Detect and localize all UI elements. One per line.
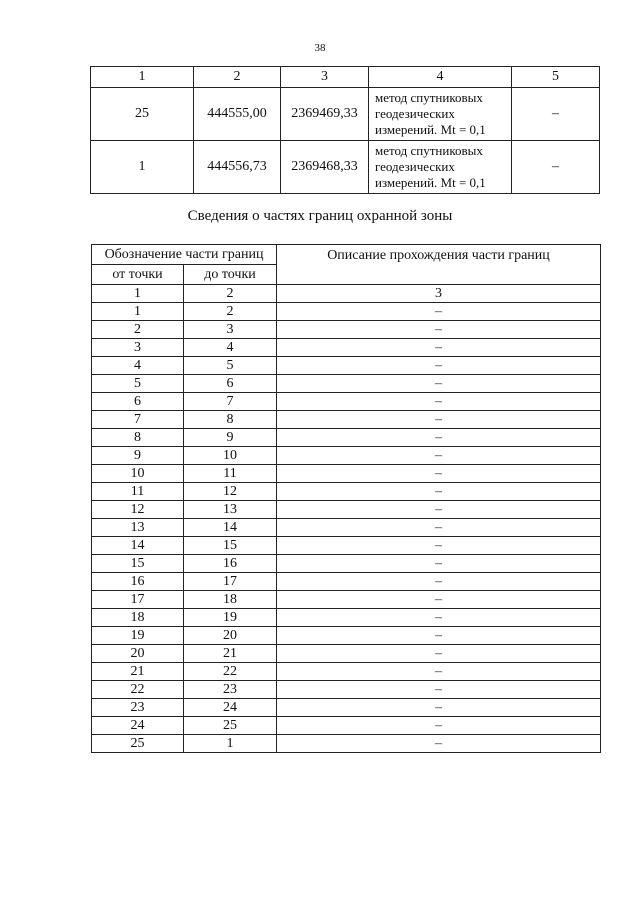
coordinate-x: 444555,00 [194, 88, 281, 141]
to-point: 1 [184, 735, 277, 753]
boundary-parts-table [91, 244, 601, 753]
table-row [92, 375, 601, 393]
description: – [277, 501, 601, 519]
table-row [92, 699, 601, 717]
description: – [277, 483, 601, 501]
parts-header-row [92, 245, 601, 265]
table-row [92, 609, 601, 627]
to-point: 10 [184, 447, 277, 465]
from-point: 20 [92, 645, 184, 663]
description: – [277, 411, 601, 429]
table-row [92, 483, 601, 501]
column-number-2: 2 [194, 67, 281, 88]
coordinate-x: 444556,73 [194, 141, 281, 194]
coordinate-y: 2369469,33 [281, 88, 369, 141]
description: – [277, 393, 601, 411]
from-point: 21 [92, 663, 184, 681]
coordinates-table [90, 66, 600, 194]
table-row [92, 411, 601, 429]
description: – [277, 717, 601, 735]
to-point: 24 [184, 699, 277, 717]
from-point: 18 [92, 609, 184, 627]
table-row [92, 321, 601, 339]
table-row [92, 555, 601, 573]
description: – [277, 699, 601, 717]
to-point: 3 [184, 321, 277, 339]
method-line: измерений. Mt = 0,1 [375, 122, 486, 137]
from-point: 6 [92, 393, 184, 411]
from-point: 7 [92, 411, 184, 429]
header-description: Описание прохождения части границ [277, 245, 601, 285]
page-number: 38 [314, 42, 326, 54]
numbering-1: 1 [92, 285, 184, 303]
description: – [277, 591, 601, 609]
from-point: 23 [92, 699, 184, 717]
from-point: 17 [92, 591, 184, 609]
method-line: геодезических [375, 106, 455, 121]
determination-method [369, 88, 512, 141]
to-point: 5 [184, 357, 277, 375]
numbering-3: 3 [277, 285, 601, 303]
from-point: 5 [92, 375, 184, 393]
table-row [92, 681, 601, 699]
table-row [92, 573, 601, 591]
to-point: 13 [184, 501, 277, 519]
description: – [277, 447, 601, 465]
header-to-point: до точки [184, 265, 277, 285]
from-point: 15 [92, 555, 184, 573]
table-row [91, 88, 600, 141]
description: – [277, 681, 601, 699]
note-cell: – [512, 141, 600, 194]
column-number-4: 4 [369, 67, 512, 88]
header-from-point: от точки [92, 265, 184, 285]
description: – [277, 573, 601, 591]
to-point: 18 [184, 591, 277, 609]
to-point: 20 [184, 627, 277, 645]
table-row [92, 735, 601, 753]
to-point: 19 [184, 609, 277, 627]
description: – [277, 339, 601, 357]
method-line: измерений. Mt = 0,1 [375, 175, 486, 190]
from-point: 9 [92, 447, 184, 465]
description: – [277, 537, 601, 555]
numbering-2: 2 [184, 285, 277, 303]
description: – [277, 735, 601, 753]
table-row [92, 303, 601, 321]
to-point: 7 [184, 393, 277, 411]
to-point: 14 [184, 519, 277, 537]
coordinate-y: 2369468,33 [281, 141, 369, 194]
from-point: 22 [92, 681, 184, 699]
to-point: 21 [184, 645, 277, 663]
from-point: 12 [92, 501, 184, 519]
table-row [91, 141, 600, 194]
description: – [277, 663, 601, 681]
table-row [92, 357, 601, 375]
table-row [92, 645, 601, 663]
determination-method [369, 141, 512, 194]
from-point: 24 [92, 717, 184, 735]
column-number-1: 1 [91, 67, 194, 88]
table-row [92, 591, 601, 609]
coordinates-header-row [91, 67, 600, 88]
from-point: 14 [92, 537, 184, 555]
from-point: 19 [92, 627, 184, 645]
table-row [92, 339, 601, 357]
to-point: 8 [184, 411, 277, 429]
from-point: 3 [92, 339, 184, 357]
method-line: метод спутниковых [375, 143, 483, 158]
column-number-3: 3 [281, 67, 369, 88]
to-point: 4 [184, 339, 277, 357]
from-point: 13 [92, 519, 184, 537]
from-point: 8 [92, 429, 184, 447]
to-point: 2 [184, 303, 277, 321]
to-point: 25 [184, 717, 277, 735]
description: – [277, 429, 601, 447]
from-point: 4 [92, 357, 184, 375]
table-row [92, 465, 601, 483]
table-row [92, 393, 601, 411]
to-point: 22 [184, 663, 277, 681]
parts-numbering-row [92, 285, 601, 303]
method-line: метод спутниковых [375, 90, 483, 105]
column-number-5: 5 [512, 67, 600, 88]
to-point: 9 [184, 429, 277, 447]
from-point: 2 [92, 321, 184, 339]
to-point: 15 [184, 537, 277, 555]
table-row [92, 537, 601, 555]
point-number: 1 [91, 141, 194, 194]
table-row [92, 663, 601, 681]
description: – [277, 555, 601, 573]
to-point: 11 [184, 465, 277, 483]
to-point: 17 [184, 573, 277, 591]
description: – [277, 357, 601, 375]
table-row [92, 429, 601, 447]
from-point: 1 [92, 303, 184, 321]
from-point: 25 [92, 735, 184, 753]
header-boundary-part: Обозначение части границ [92, 245, 277, 265]
note-cell: – [512, 88, 600, 141]
description: – [277, 645, 601, 663]
table-row [92, 501, 601, 519]
to-point: 6 [184, 375, 277, 393]
point-number: 25 [91, 88, 194, 141]
to-point: 12 [184, 483, 277, 501]
method-line: геодезических [375, 159, 455, 174]
table-row [92, 519, 601, 537]
description: – [277, 303, 601, 321]
from-point: 11 [92, 483, 184, 501]
table-row [92, 627, 601, 645]
description: – [277, 627, 601, 645]
table-row [92, 447, 601, 465]
description: – [277, 519, 601, 537]
description: – [277, 609, 601, 627]
description: – [277, 375, 601, 393]
from-point: 10 [92, 465, 184, 483]
section-title: Сведения о частях границ охранной зоны [187, 208, 453, 224]
to-point: 16 [184, 555, 277, 573]
from-point: 16 [92, 573, 184, 591]
to-point: 23 [184, 681, 277, 699]
description: – [277, 321, 601, 339]
description: – [277, 465, 601, 483]
table-row [92, 717, 601, 735]
